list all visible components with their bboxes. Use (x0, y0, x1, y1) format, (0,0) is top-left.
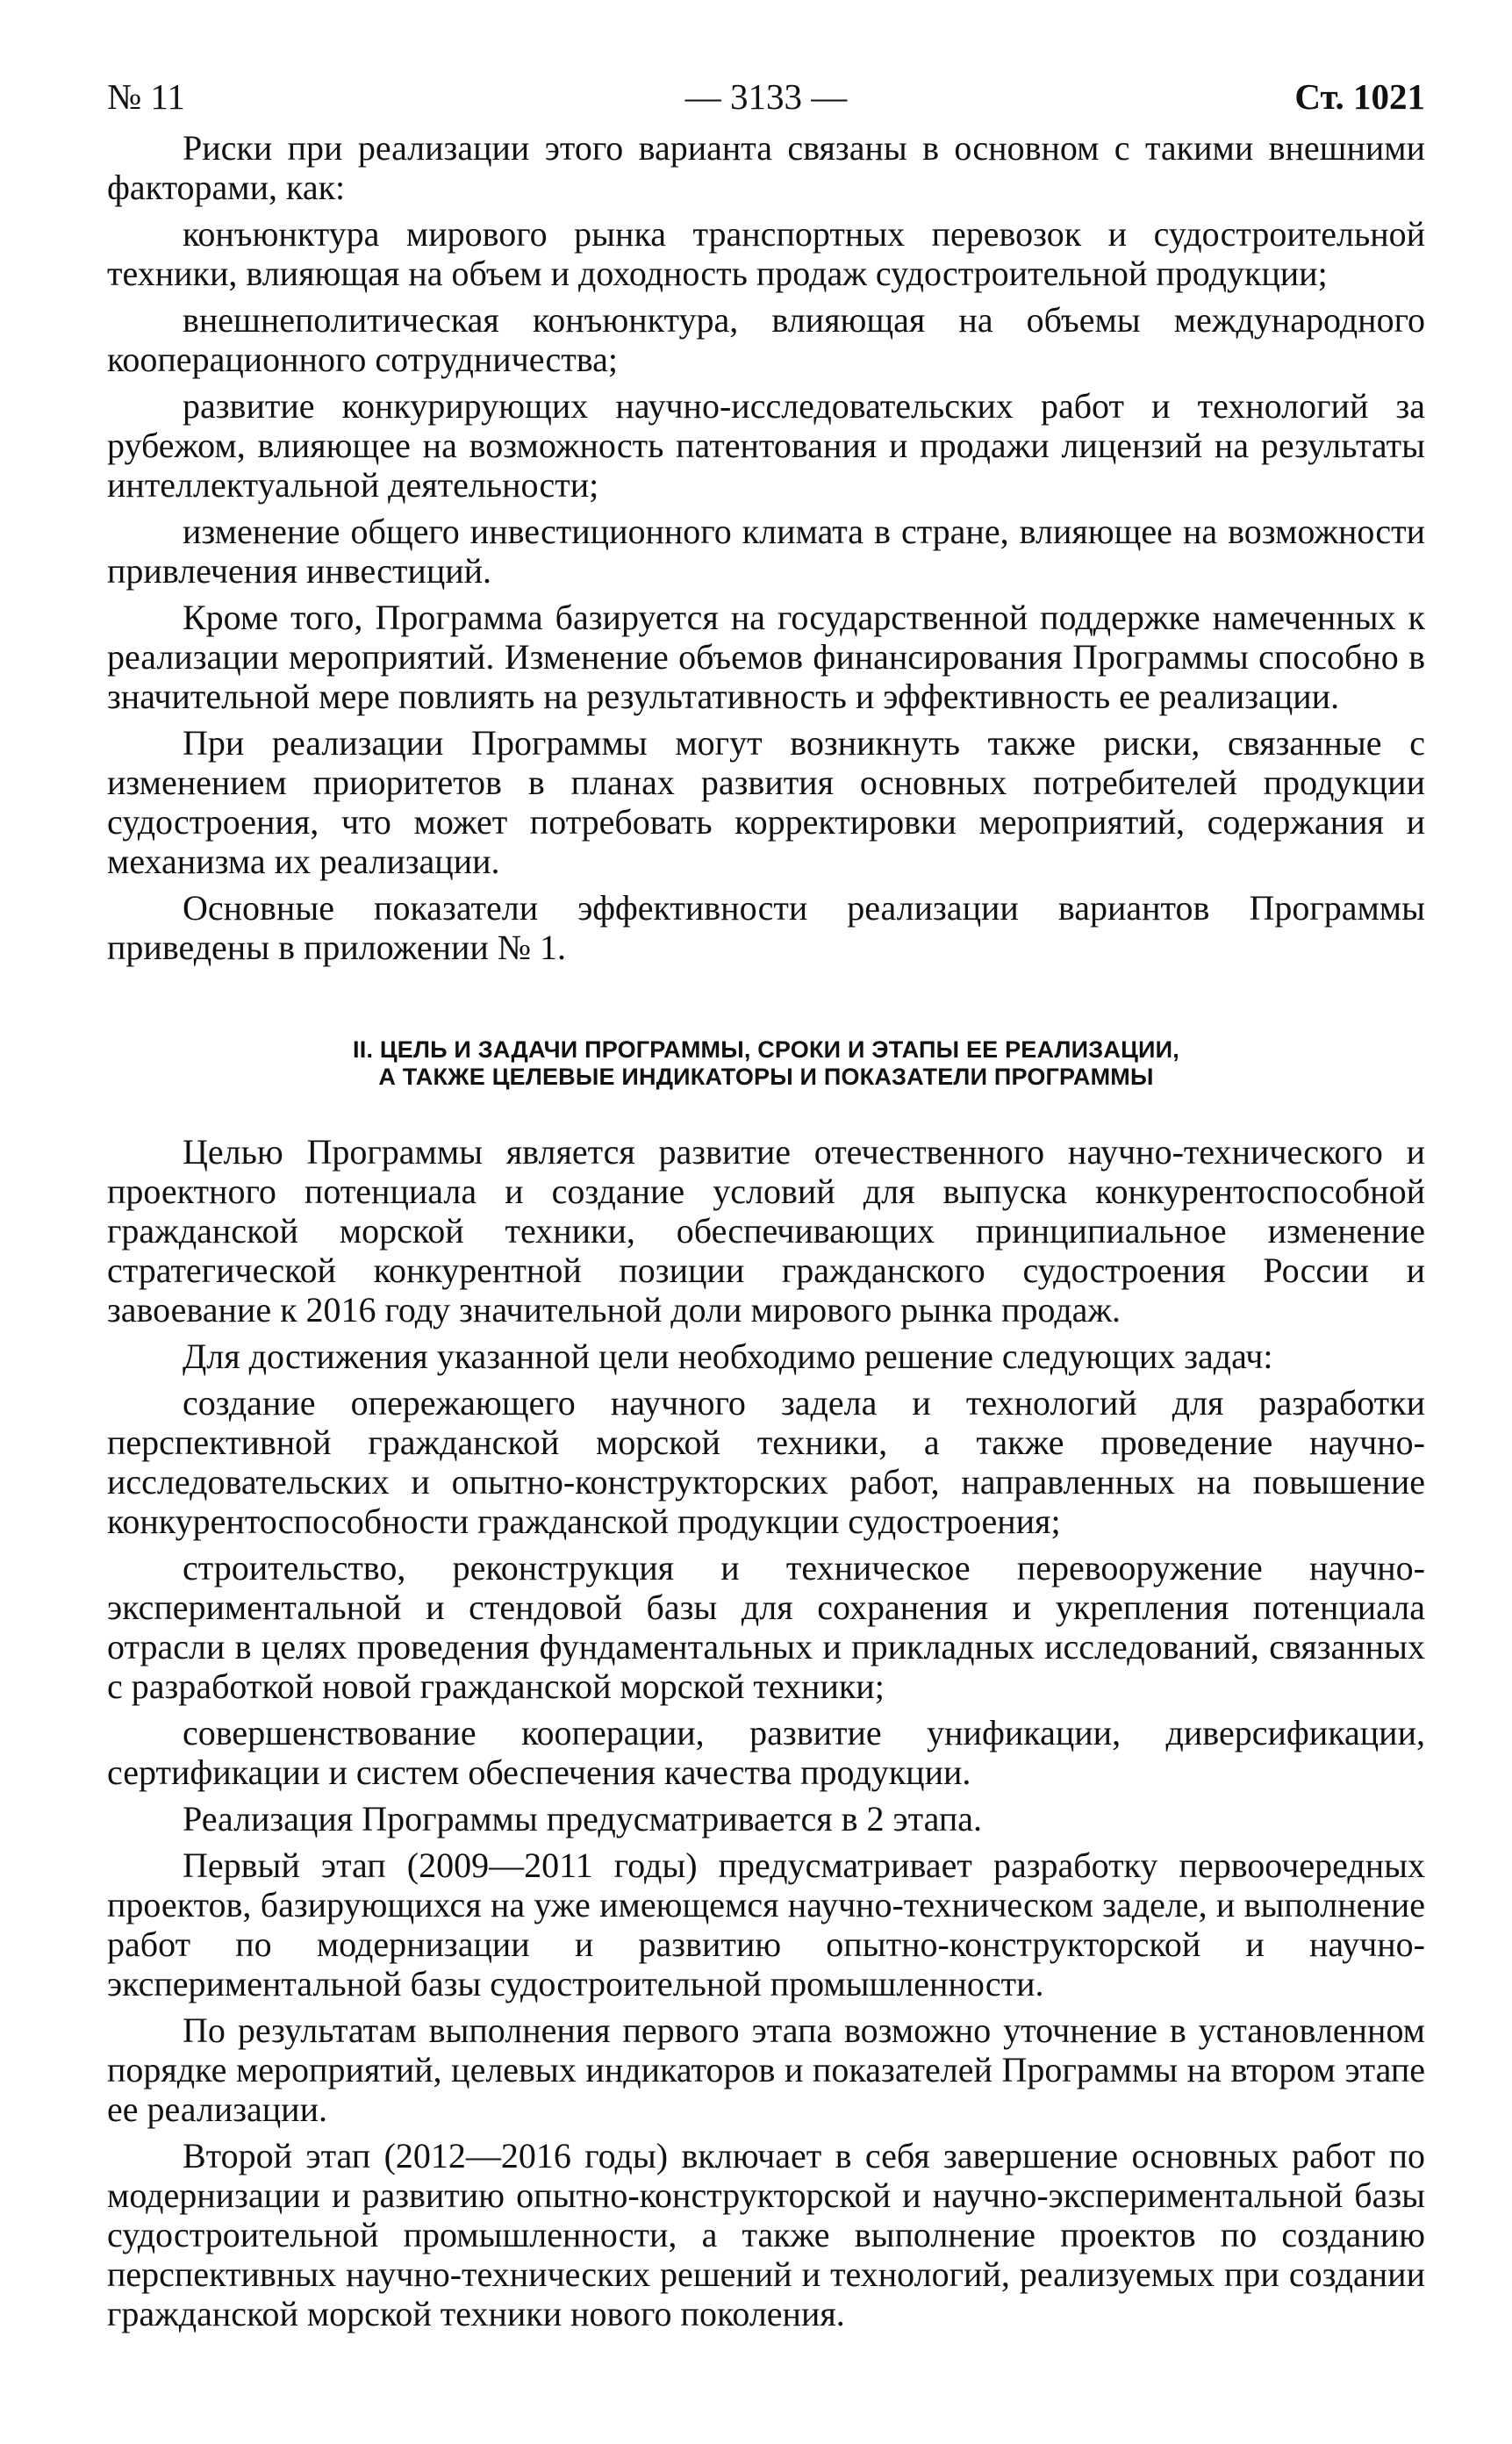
text-block-risks (107, 123, 1425, 967)
list-item: создание опережающего научного задела и технологий для разработки перспективной гражданской морской техники, а также проведение научно-исследовательских и опытно-конструкторских работ, направленных на повышение конкурентоспособности гражданской продукции судостроения; (107, 1383, 1425, 1541)
paragraph: Реализация Программы предусматривается в 2 этапа. (183, 1799, 983, 1838)
section-heading-line: А ТАКЖЕ ЦЕЛЕВЫЕ ИНДИКАТОРЫ И ПОКАЗАТЕЛИ ПРОГРАММЫ (378, 1064, 1154, 1090)
list-item: конъюнктура мирового рынка транспортных перевозок и судостроительной техники, влияющая на объем и доходность продаж судостроительной продукции; (107, 214, 1425, 293)
paragraph: Кроме того, Программа базируется на государственной поддержке намеченных к реализации мероприятий. Изменение объемов финансирования Программы способно в значительной мере повлиять на результативность и эффективность ее реализации. (107, 598, 1425, 716)
paragraph: Второй этап (2012—2016 годы) включает в себя завершение основных работ по модернизации и развитию опытно-конструкторской и научно-экспериментальной базы судостроительной промышленности, а также выполнение проектов по созданию перспективных научно-технических решений и технологий, реализуемых при создании гражданской морской техники нового поколения. (107, 2136, 1425, 2333)
document-page (107, 70, 1425, 2333)
page-number: — 3133 — (684, 76, 848, 117)
paragraph: Риски при реализации этого варианта связаны в основном с такими внешними факторами, как: (107, 128, 1425, 207)
article-number: Ст. 1021 (1294, 76, 1425, 117)
issue-number: № 11 (107, 76, 185, 117)
paragraph: Первый этап (2009—2011 годы) предусматривает разработку первоочередных проектов, базирующихся на уже имеющемся научно-техническом заделе, и выполнение работ по модернизации и развитию опытно-конструкторской и научно-экспериментальной базы судостроительной промышленности. (107, 1846, 1425, 2003)
list-item: развитие конкурирующих научно-исследовательских работ и технологий за рубежом, влияющее на возможность патентования и продажи лицензий на результаты интеллектуальной деятельности; (107, 386, 1425, 505)
text-block-goals (107, 1125, 1425, 2333)
list-item: строительство, реконструкция и техническое перевооружение научно-экспериментальной и стендовой базы для сохранения и укрепления потенциала отрасли в целях проведения фундаментальных и прикладных исследований, связанных с разработкой новой гражданской морской техники; (107, 1548, 1425, 1706)
paragraph: Основные показатели эффективности реализации вариантов Программы приведены в приложении № 1. (107, 888, 1425, 967)
running-header (107, 70, 1425, 123)
paragraph: По результатам выполнения первого этапа возможно уточнение в установленном порядке мероприятий, целевых индикаторов и показателей Программы на втором этапе ее реализации. (107, 2010, 1425, 2129)
paragraph: Целью Программы является развитие отечественного научно-технического и проектного потенциала и создание условий для выпуска конкурентоспособной гражданской морской техники, обеспечивающих принципиальное изменение стратегической конкурентной позиции гражданского судостроения России и завоевание к 2016 году значительной доли мирового рынка продаж. (107, 1132, 1425, 1330)
paragraph: Для достижения указанной цели необходимо решение следующих задач: (183, 1337, 1273, 1376)
section-heading (107, 1036, 1425, 1091)
list-item: внешнеполитическая конъюнктура, влияющая на объемы международного кооперационного сотрудничества; (107, 300, 1425, 379)
paragraph: При реализации Программы могут возникнуть также риски, связанные с изменением приоритетов в планах развития основных потребителей продукции судостроения, что может потребовать корректировки мероприятий, содержания и механизма их реализации. (107, 723, 1425, 881)
list-item: совершенствование кооперации, развитие унификации, диверсификации, сертификации и систем обеспечения качества продукции. (107, 1713, 1425, 1792)
section-heading-line: II. ЦЕЛЬ И ЗАДАЧИ ПРОГРАММЫ, СРОКИ И ЭТАПЫ ЕЕ РЕАЛИЗАЦИИ, (353, 1036, 1179, 1063)
list-item: изменение общего инвестиционного климата в стране, влияющее на возможности привлечения инвестиций. (107, 512, 1425, 591)
